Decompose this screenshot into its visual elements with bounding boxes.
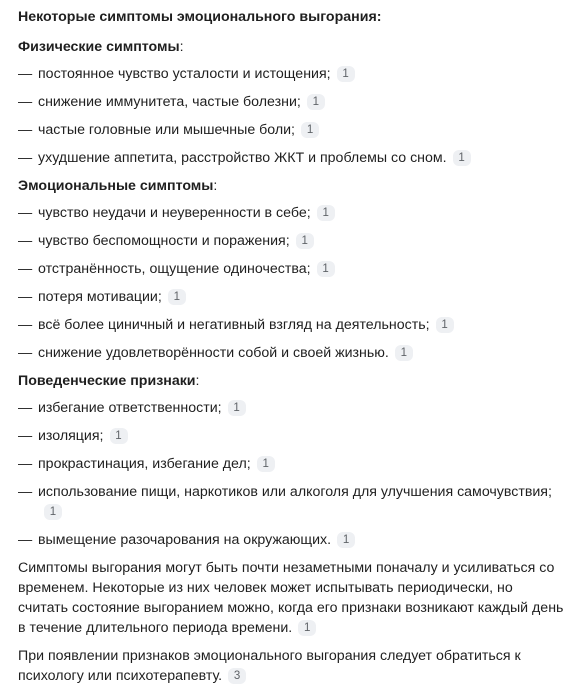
section-title-text: Поведенческие признаки xyxy=(18,373,196,389)
list-item-text: чувство беспомощности и поражения; xyxy=(38,233,290,249)
list-item xyxy=(18,343,564,363)
source-ref-badge[interactable]: 1 xyxy=(228,400,246,416)
source-ref-badge[interactable]: 1 xyxy=(453,150,471,166)
list-emotional xyxy=(18,203,564,363)
list-item xyxy=(18,92,564,112)
dash-marker: — xyxy=(18,456,33,472)
list-item xyxy=(18,530,564,550)
section-title-colon: : xyxy=(195,373,200,389)
advice-paragraph xyxy=(18,646,564,686)
list-item-text: использование пищи, наркотиков или алкоголя для улучшения самочувствия; xyxy=(38,484,552,500)
source-ref-badge[interactable]: 1 xyxy=(110,428,128,444)
dash-marker: — xyxy=(18,484,33,500)
list-behavioral xyxy=(18,398,564,550)
list-item-text: снижение иммунитета, частые болезни; xyxy=(38,94,301,110)
section-title-colon: : xyxy=(179,39,184,55)
dash-marker: — xyxy=(18,317,33,333)
source-ref-badge[interactable]: 1 xyxy=(257,456,275,472)
list-item-text: потеря мотивации; xyxy=(38,289,162,305)
list-item xyxy=(18,398,564,418)
list-item xyxy=(18,315,564,335)
source-ref-badge[interactable]: 1 xyxy=(395,345,413,361)
source-ref-badge[interactable]: 1 xyxy=(317,205,335,221)
list-item-text: всё более циничный и негативный взгляд на деятельность; xyxy=(38,317,430,333)
list-item-text: вымещение разочарования на окружающих. xyxy=(38,532,332,548)
section-title-text: Эмоциональные симптомы xyxy=(18,178,214,194)
source-ref-badge[interactable]: 1 xyxy=(298,620,316,636)
dash-marker: — xyxy=(18,345,33,361)
dash-marker: — xyxy=(18,233,33,249)
dash-marker: — xyxy=(18,400,33,416)
source-ref-badge[interactable]: 3 xyxy=(228,668,246,684)
list-item-text: изоляция; xyxy=(38,428,104,444)
section-title-text: Физические симптомы xyxy=(18,39,180,55)
list-item-text: избегание ответственности; xyxy=(38,400,222,416)
paragraph-text: Симптомы выгорания могут быть почти незаметными поначалу и усиливаться со временем. Некоторые из них человек может испытывать периодически, но считать состояние выгоранием можно, когда его признаки возникают каждый день в течение длительного периода времени. xyxy=(18,560,564,636)
list-item xyxy=(18,482,564,522)
source-ref-badge[interactable]: 1 xyxy=(337,66,355,82)
dash-marker: — xyxy=(18,532,33,548)
list-item xyxy=(18,426,564,446)
page-heading: Некоторые симптомы эмоционального выгорания: xyxy=(18,9,382,25)
source-ref-badge[interactable]: 1 xyxy=(301,122,319,138)
source-ref-badge[interactable]: 1 xyxy=(436,317,454,333)
list-item xyxy=(18,287,564,307)
list-item-text: снижение удовлетворённости собой и своей жизнью. xyxy=(38,345,389,361)
source-ref-badge[interactable]: 1 xyxy=(296,233,314,249)
dash-marker: — xyxy=(18,94,33,110)
dash-marker: — xyxy=(18,289,33,305)
dash-marker: — xyxy=(18,66,33,82)
list-item-text: постоянное чувство усталости и истощения; xyxy=(38,66,331,82)
section-title-physical xyxy=(18,37,564,57)
list-item-text: частые головные или мышечные боли; xyxy=(38,122,296,138)
dash-marker: — xyxy=(18,428,33,444)
dash-marker: — xyxy=(18,122,33,138)
section-title-emotional xyxy=(18,176,564,196)
list-item xyxy=(18,454,564,474)
dash-marker: — xyxy=(18,150,33,166)
source-ref-badge[interactable]: 1 xyxy=(44,504,62,520)
list-item xyxy=(18,148,564,168)
dash-marker: — xyxy=(18,205,33,221)
source-ref-badge[interactable]: 1 xyxy=(337,532,355,548)
paragraph-text: При появлении признаков эмоционального выгорания следует обратиться к психологу или психотерапевту. xyxy=(18,648,521,684)
list-item xyxy=(18,120,564,140)
list-item-text: чувство неудачи и неуверенности в себе; xyxy=(38,205,311,221)
list-item-text: прокрастинация, избегание дел; xyxy=(38,456,251,472)
list-item xyxy=(18,259,564,279)
source-ref-badge[interactable]: 1 xyxy=(307,94,325,110)
list-item xyxy=(18,64,564,84)
list-item-text: отстранённость, ощущение одиночества; xyxy=(38,261,311,277)
section-title-behavioral xyxy=(18,371,564,391)
dash-marker: — xyxy=(18,261,33,277)
summary-paragraph xyxy=(18,558,564,638)
source-ref-badge[interactable]: 1 xyxy=(317,261,335,277)
list-item xyxy=(18,203,564,223)
list-item-text: ухудшение аппетита, расстройство ЖКТ и проблемы со сном. xyxy=(38,150,447,166)
source-ref-badge[interactable]: 1 xyxy=(168,289,186,305)
section-title-colon: : xyxy=(213,178,218,194)
list-item xyxy=(18,231,564,251)
list-physical xyxy=(18,64,564,168)
